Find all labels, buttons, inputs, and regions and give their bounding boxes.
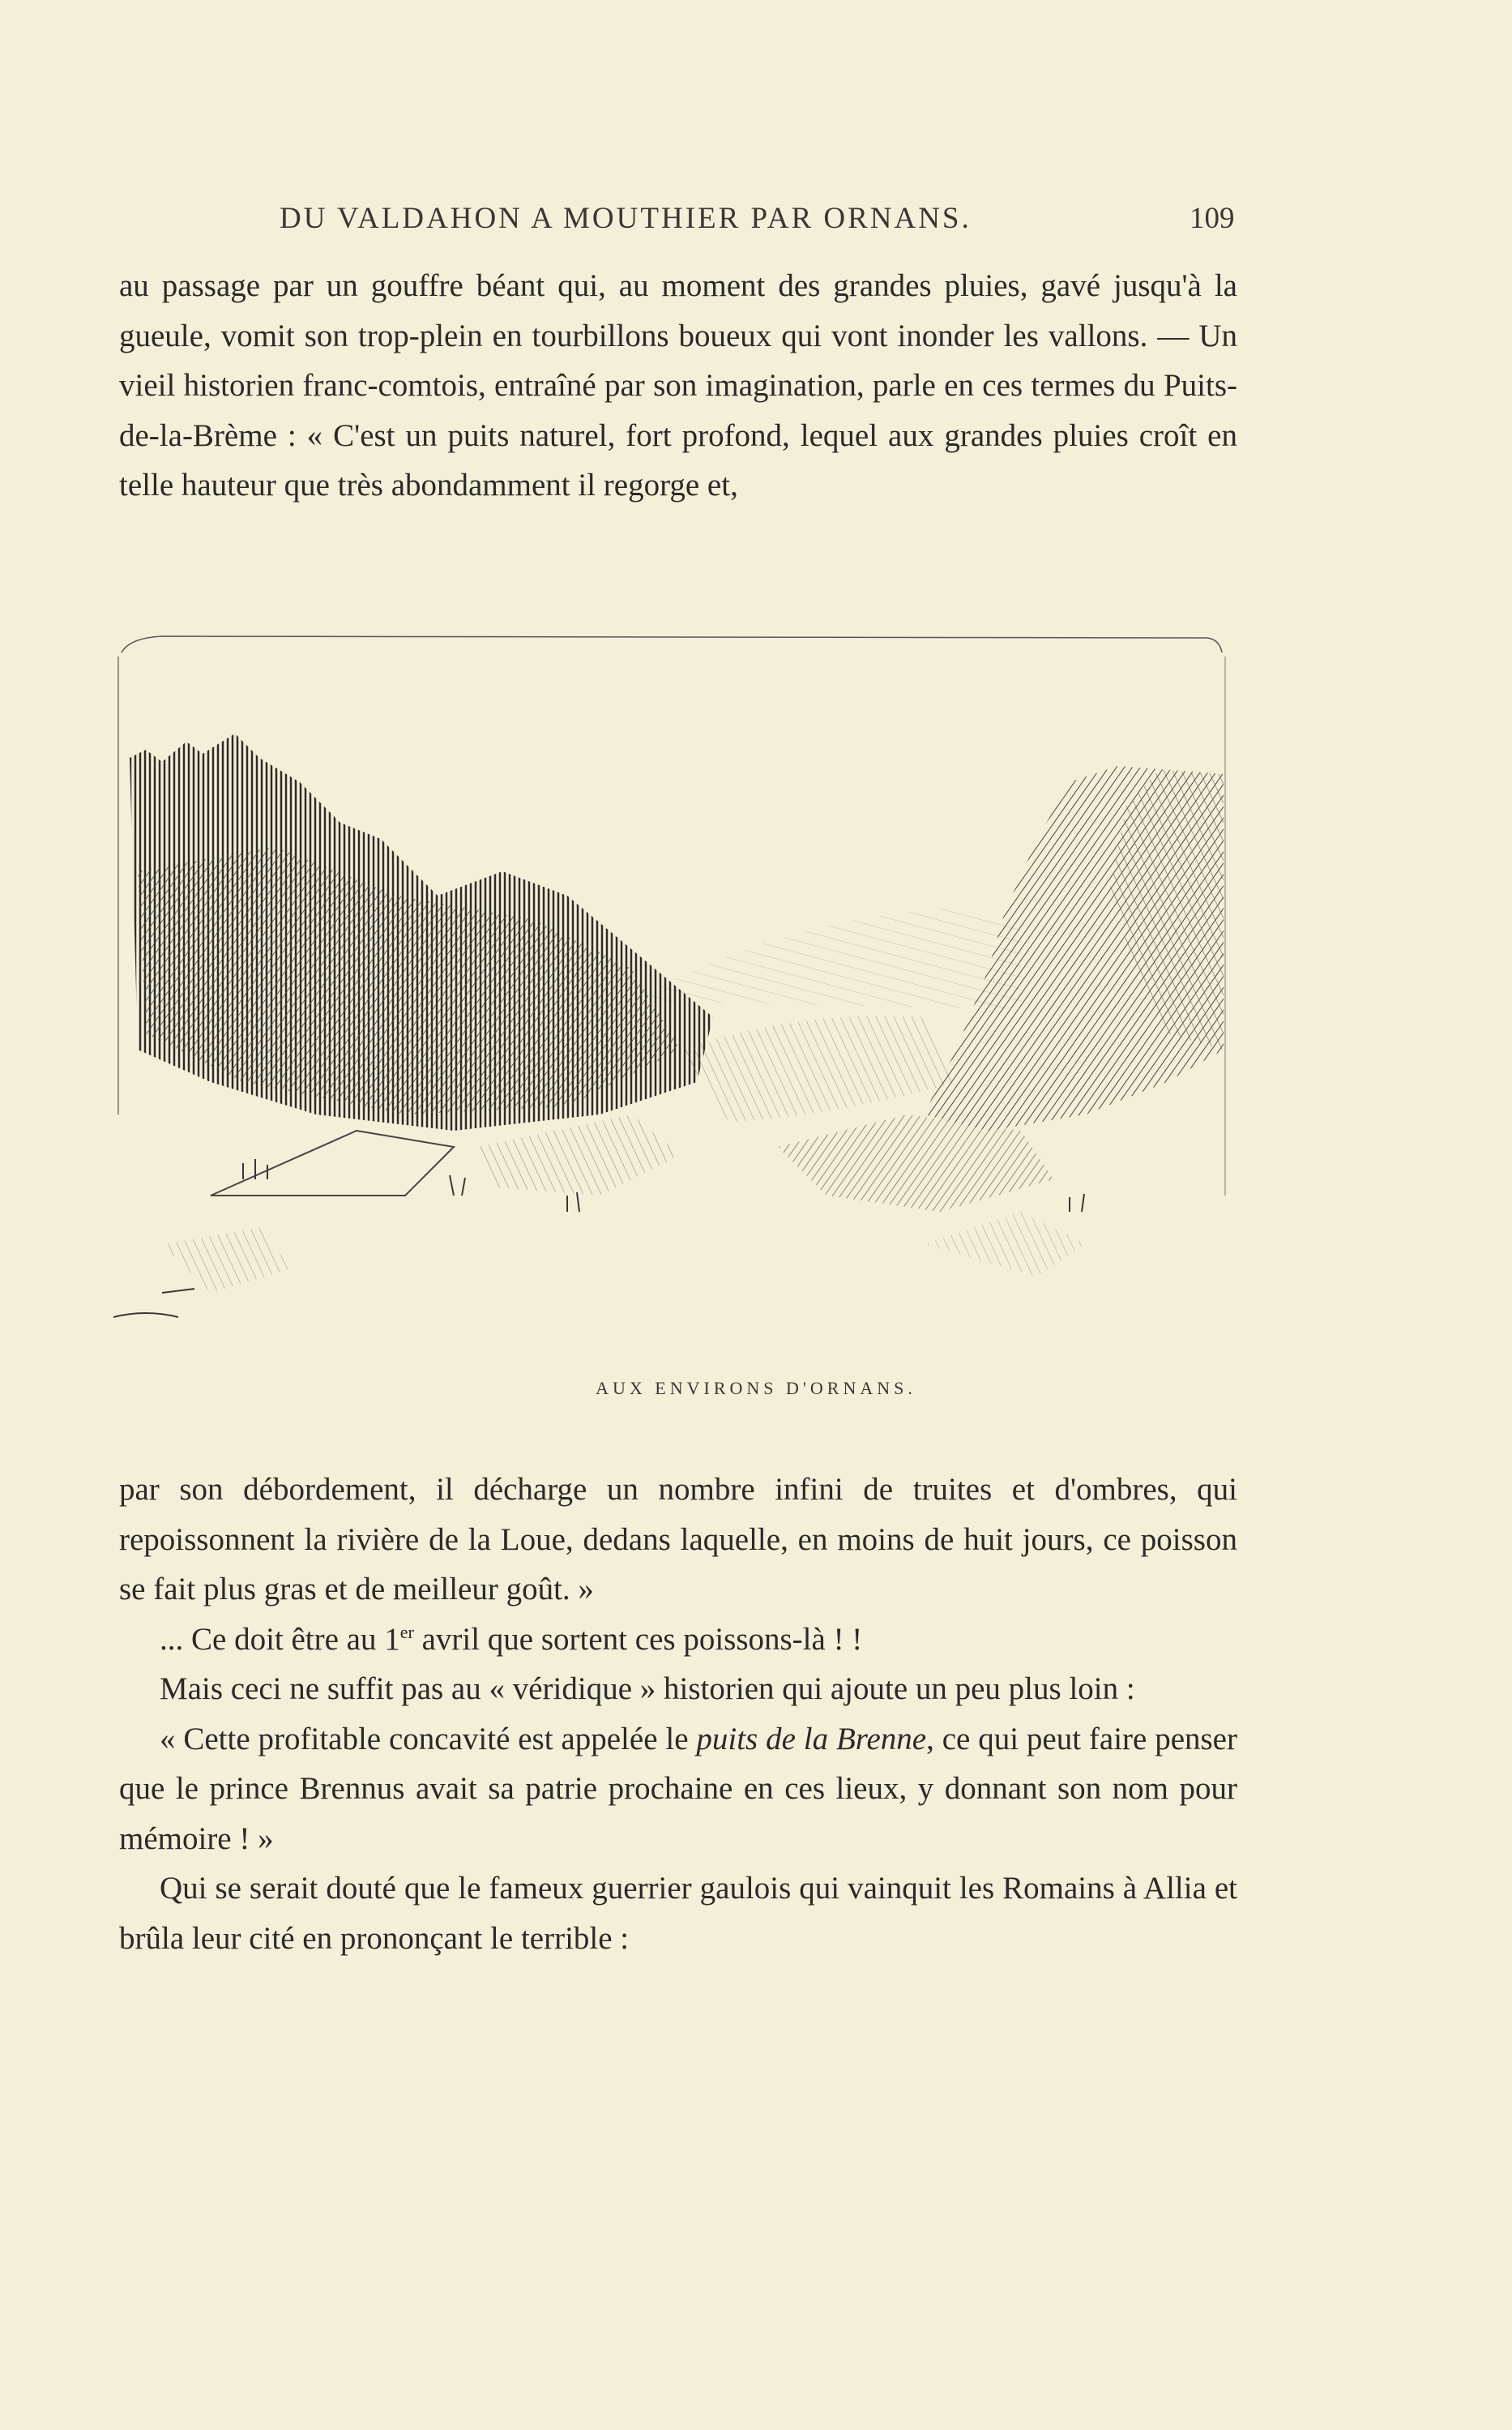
- paragraph-2-start: ... Ce doit être au 1: [160, 1621, 400, 1657]
- paragraph-2-end: avril que sortent ces poissons-là ! !: [413, 1621, 863, 1657]
- paragraph-2: [119, 1615, 1237, 1665]
- illustration-caption: AUX ENVIRONS D'ORNANS.: [596, 1378, 916, 1398]
- page-number: 109: [1190, 202, 1235, 235]
- paragraph-4-end: , ce qui peut faire penser que le prince Brennus avait sa patrie prochaine en ces lieux, y donnant son nom pour mémoire ! »: [119, 1721, 1237, 1856]
- paragraph-3: Mais ceci ne suffit pas au « véridique » historien qui ajoute un peu plus loin :: [160, 1671, 1135, 1706]
- ordinal-superscript: er: [399, 1621, 414, 1642]
- paragraph-4-start: « Cette profitable concavité est appelée le: [160, 1721, 697, 1756]
- paragraph-top: au passage par un gouffre béant qui, au moment des grandes pluies, gavé jusqu'à la gueule, vomit son trop-plein en tourbillons boueux qui vont inonder les vallons. — Un vieil historien franc-comtois, entraîné par son imagination, parle en ces termes du Puits-de-la-Brème : « C'est un puits naturel, fort profond, lequel aux grandes pluies croît en telle hauteur que très abondamment il regorge et,: [119, 268, 1237, 503]
- bottom-text: [119, 1465, 1237, 1963]
- paragraph-5: Qui se serait douté que le fameux guerrier gaulois qui vainquit les Romains à Allia et brûla leur cité en prononçant le terrible :: [119, 1871, 1237, 1956]
- running-head: [0, 201, 1512, 250]
- landscape-engraving: [113, 628, 1232, 1341]
- paragraph-4: [119, 1714, 1237, 1864]
- paragraph-1: par son débordement, il décharge un nombre infini de truites et d'ombres, qui repoissonnent la rivière de la Loue, dedans laquelle, en moins de huit jours, ce poisson se fait plus gras et de meilleur goût. »: [119, 1472, 1237, 1606]
- running-title: DU VALDAHON A MOUTHIER PAR ORNANS.: [280, 202, 972, 235]
- top-text: [119, 261, 1237, 511]
- paragraph-4-italic: puits de la Brenne: [696, 1721, 927, 1756]
